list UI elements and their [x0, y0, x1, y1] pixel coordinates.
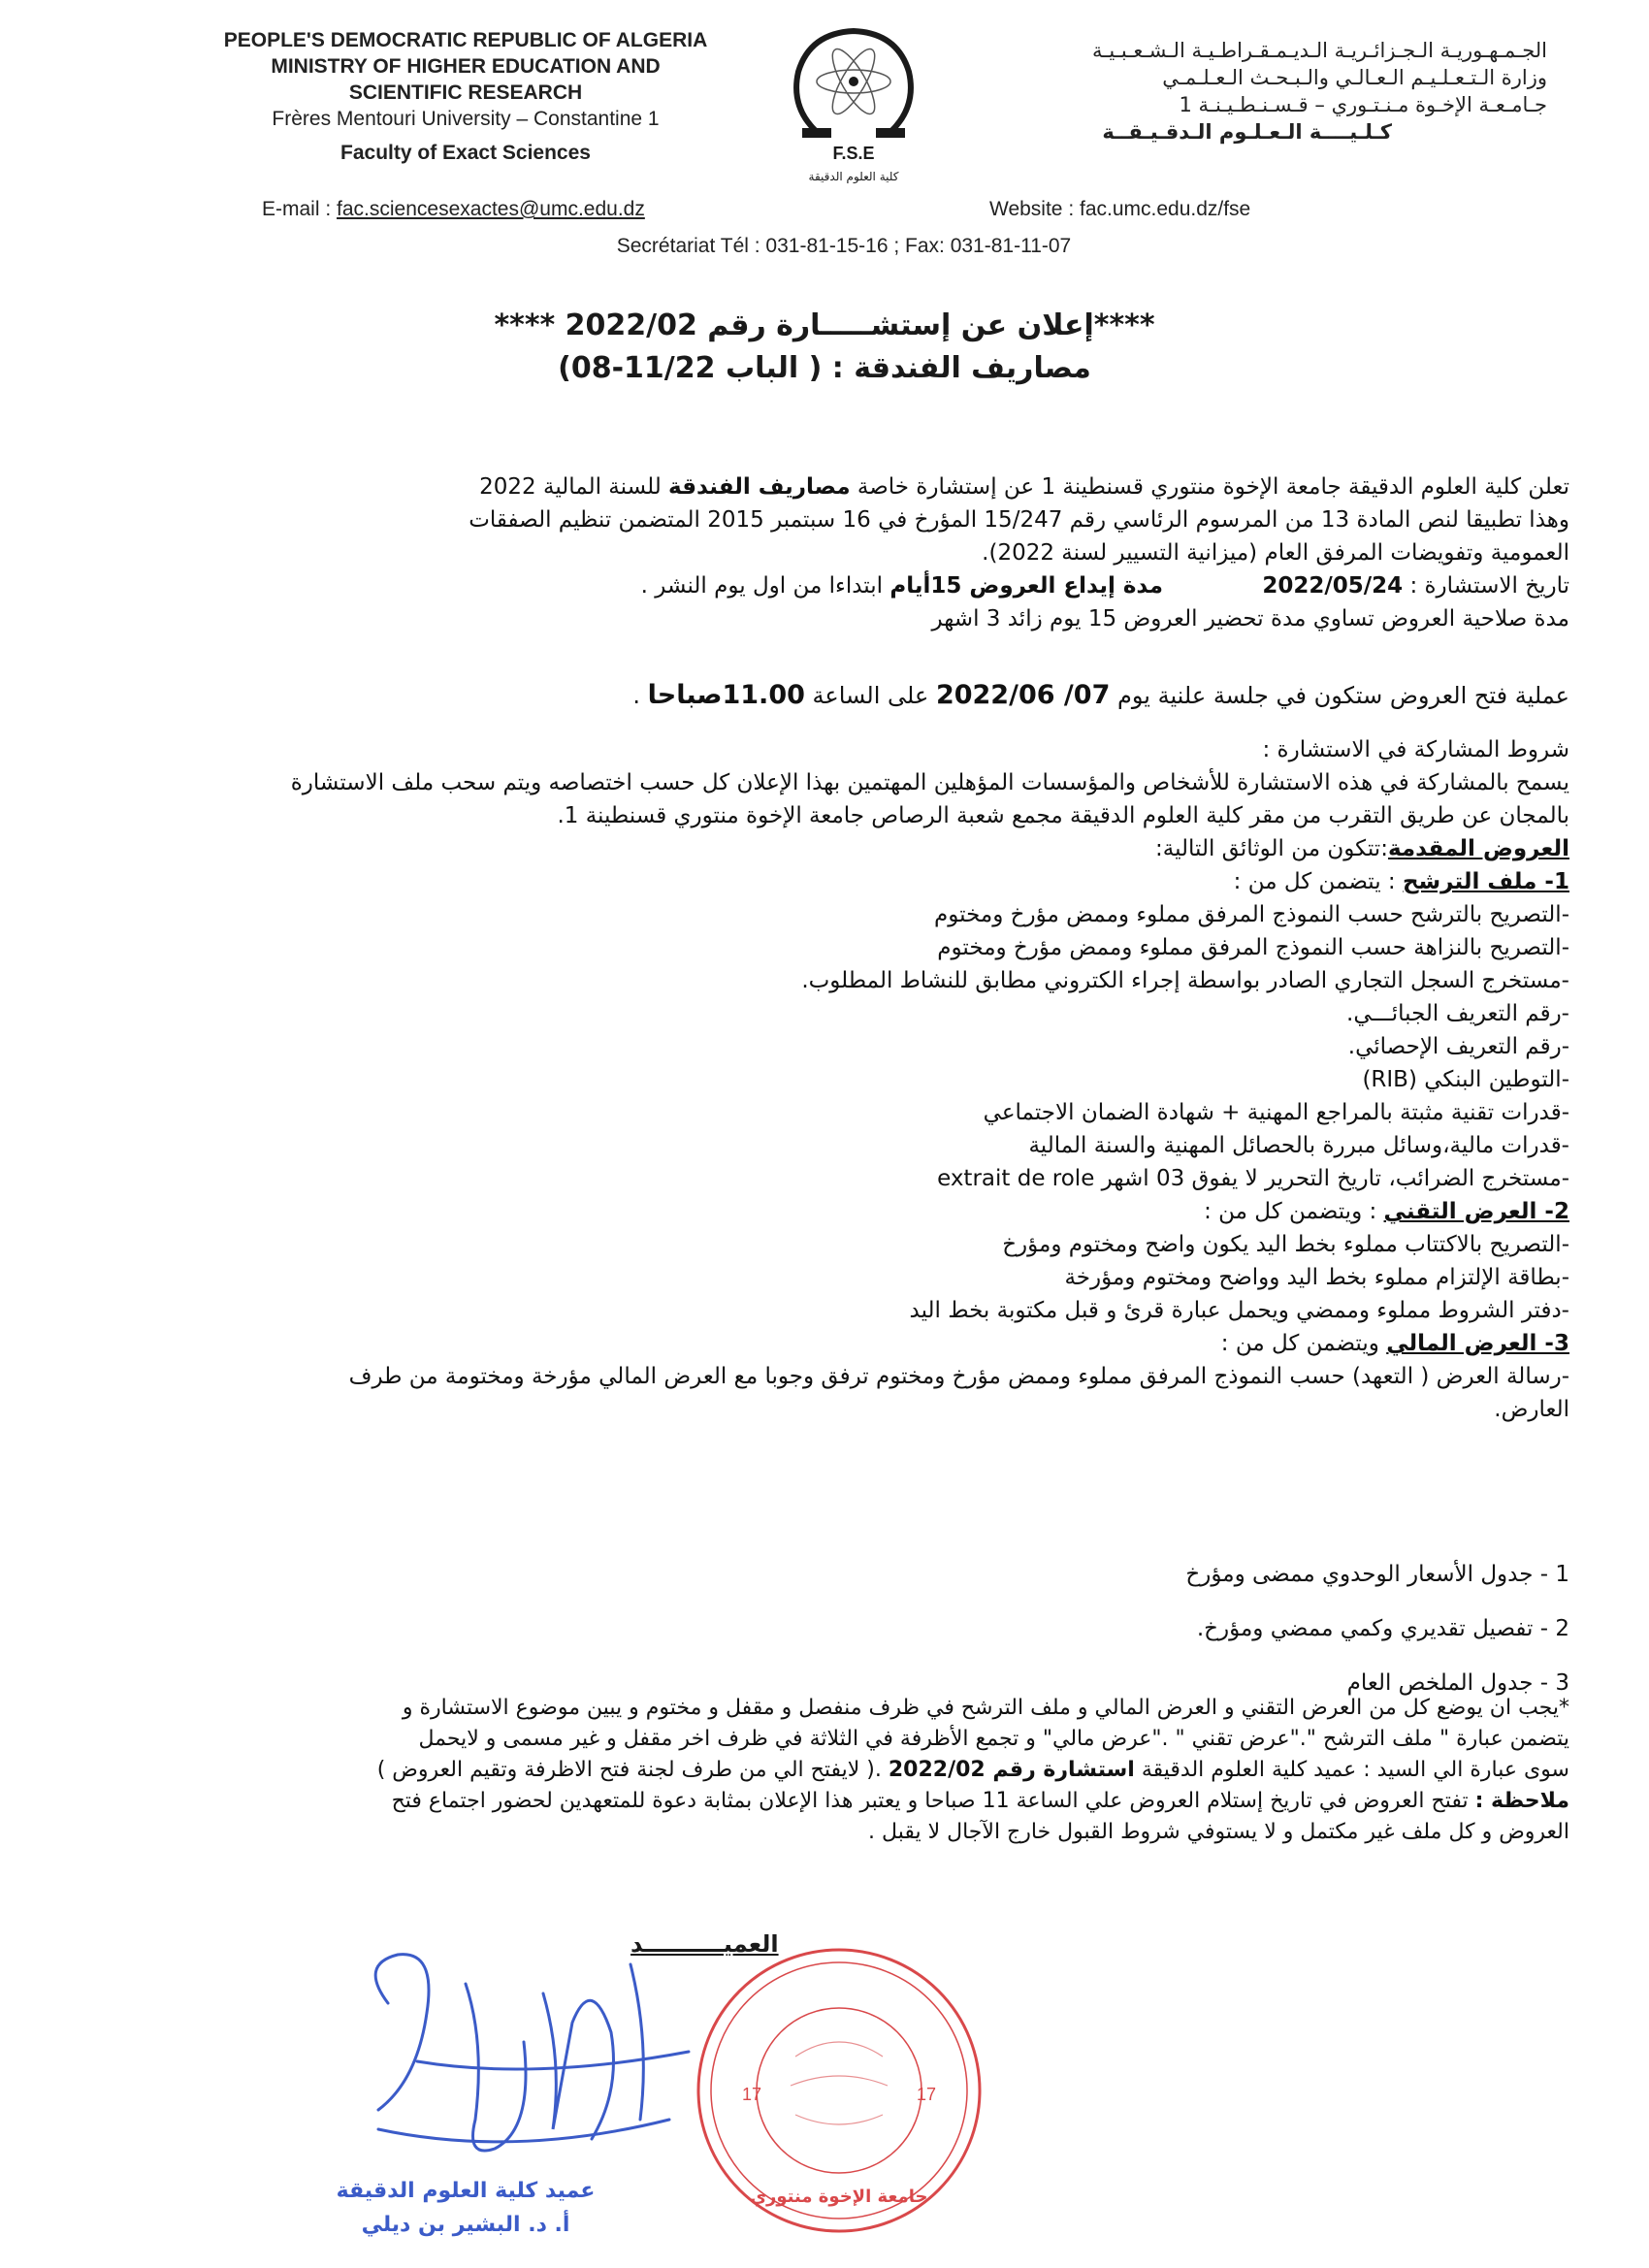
- conditions-line-2: بالمجان عن طريق التقرب من مقر كلية العلوم الدقيقة مجمع شعبة الرصاص جامعة الإخوة منتوري قسنطينة 1.: [557, 803, 1569, 828]
- date-line: [76, 569, 1569, 602]
- remark-text-1: تفتح العروض في تاريخ إستلام العروض علي الساعة 11 صباحا و يعتبر هذا الإعلان بمثابة دعوة للمتعهدين لحضور اجتماع فتح: [391, 1789, 1475, 1813]
- intro-bold: مصاريف الفندقة: [668, 474, 851, 500]
- s2-item: -التصريح بالاكتتاب مملوء بخط اليد يكون واضح ومختوم ومؤرخ: [1002, 1232, 1569, 1257]
- header-ar-country: الجـمـهـوريـة الـجـزائـريـة الـديـمـقـراطـيـة الـشـعـبـيـة: [1092, 39, 1547, 62]
- body-block-1: [76, 470, 1569, 635]
- signature-text-1: عميد كلية العلوم الدقيقة: [336, 2179, 596, 2203]
- opening-time: 11.00صباحا: [647, 680, 805, 710]
- email-link[interactable]: fac.sciencesexactes@umc.edu.dz: [337, 198, 645, 220]
- logo-text: F.S.E: [832, 144, 875, 163]
- signature-text-2: أ. د. البشير بن ديلي: [361, 2213, 570, 2237]
- header-university: Frères Mentouri University – Constantine 1: [272, 108, 660, 130]
- intro-line-3: العمومية وتفويضات المرفق العام (ميزانية التسيير لسنة 2022).: [982, 540, 1569, 566]
- opening-mid: على الساعة: [804, 682, 936, 709]
- s2-item: -دفتر الشروط مملوء وممضي ويحمل عبارة قرئ و قبل مكتوبة بخط اليد: [909, 1298, 1569, 1323]
- remark-line-2: العروض و كل ملف غير مكتمل و لا يستوفي شروط القبول خارج الآجال لا يقبل .: [868, 1820, 1569, 1844]
- faculty-logo: [781, 14, 926, 188]
- offers-title: العروض المقدمة: [1387, 836, 1569, 861]
- announcement-title: ****إعلان عن إستشـــــارة رقم 2022/02 ****: [494, 308, 1155, 342]
- logo-subtitle: كلية العلوم الدقيقة: [808, 170, 899, 183]
- section-3-title: 3- العرض المالي: [1386, 1331, 1569, 1356]
- s3-item-1b: العارض.: [1494, 1397, 1569, 1422]
- note-line-2: يتضمن عبارة " ملف الترشح "."عرض تقني " ."عرض مالي" و تجمع الأظرفة في الثلاثة في ظرف اخر مقفل و غير مسمى و لايحمل: [418, 1727, 1569, 1751]
- header-right: [1043, 37, 1547, 146]
- conditions-title: شروط المشاركة في الاستشارة :: [1262, 737, 1569, 762]
- section-1-title: 1- ملف الترشح: [1402, 869, 1569, 894]
- opening-start: عملية فتح العروض ستكون في جلسة علنية يوم: [1110, 682, 1569, 709]
- note-3-end: .( لايفتح الي من طرف لجنة فتح الاظرفة وتقيم العروض ): [376, 1758, 889, 1782]
- s3-item-1: -رسالة العرض ( التعهد) حسب النموذج المرفق مملوء وممض مؤرخ ومختوم ترفق وجوبا مع العرض المالي مؤرخة ومختومة من طرف: [348, 1364, 1569, 1389]
- note-line-1: *يجب ان يوضع كل من العرض التقني و العرض المالي و ملف الترشح في ظرف منفصل و مقفل و مختوم و يبين موضوع الاستشارة و: [402, 1696, 1569, 1720]
- email-line: [262, 198, 645, 221]
- faculty-stamp: [689, 1940, 989, 2241]
- phone-line: Secrétariat Tél : 031-81-15-16 ; Fax: 031-81-11-07: [616, 235, 1072, 257]
- intro-line-1: [76, 470, 1569, 503]
- validity-line: مدة صلاحية العروض تساوي مدة تحضير العروض 15 يوم زائد 3 اشهر: [931, 606, 1569, 632]
- date-value: 2022/05/24: [1262, 573, 1404, 599]
- header-ar-faculty: كـلـيــــة الـعـلـوم الـدقـيـقــة: [1102, 120, 1392, 144]
- s1-item: -قدرات مالية،وسائل مبررة بالحصائل المهنية والسنة المالية: [1028, 1133, 1569, 1158]
- s1-item: -قدرات تقنية مثبتة بالمراجع المهنية + شهادة الضمان الاجتماعي: [983, 1100, 1569, 1125]
- s1-item: -مستخرج السجل التجاري الصادر بواسطة إجراء الكتروني مطابق للنشاط المطلوب.: [801, 968, 1569, 993]
- s1-item: -التصريح بالترشح حسب النموذج المرفق مملوء وممض مؤرخ ومختوم: [934, 902, 1569, 927]
- announcement-subtitle: مصاريف الفندقة : ( الباب 11/22-08): [558, 351, 1091, 385]
- offers-rest: :تتكون من الوثائق التالية:: [1154, 836, 1388, 861]
- s3-list-item: 2 - تفصيل تقديري وكمي ممضي ومؤرخ.: [1196, 1616, 1569, 1641]
- section-3-heading: [76, 1327, 1569, 1360]
- section-2-title: 2- العرض التقني: [1383, 1199, 1569, 1224]
- stamp-number-right: 17: [917, 2085, 937, 2104]
- remark-line-1: [76, 1786, 1569, 1817]
- header-ar-ministry: وزارة الـتـعـلـيـم الـعـالـي والـبـحـث الـعـلـمـي: [1162, 66, 1547, 89]
- note-3-start: سوى عبارة الي السيد : عميد كلية العلوم الدقيقة: [1134, 1758, 1569, 1782]
- opening-end: .: [632, 682, 648, 709]
- remark-label: ملاحظة :: [1474, 1789, 1569, 1813]
- section-2-rest: : ويتضمن كل من :: [1204, 1199, 1384, 1224]
- email-label: E-mail :: [262, 198, 332, 220]
- header-ar-university: جـامـعـة الإخـوة مـنـتـوري – قـسـنـطـيـنـة 1: [1179, 93, 1547, 116]
- stamp-text: جامعة الإخوة منتوري: [750, 2187, 928, 2207]
- intro-line-2: وهذا تطبيقا لنص المادة 13 من المرسوم الرئاسي رقم 15/247 المؤرخ في 16 سبتمبر 2015 المتضمن تنظيم الصفقات: [469, 507, 1569, 533]
- notes-block: [76, 1693, 1569, 1848]
- intro-text: تعلن كلية العلوم الدقيقة جامعة الإخوة منتوري قسنطينة 1 عن إستشارة خاصة: [850, 474, 1569, 500]
- opening-line: [76, 679, 1569, 712]
- stamp-number-left: 17: [742, 2085, 762, 2104]
- offers-line: [76, 832, 1569, 865]
- section-3-rest: ويتضمن كل من :: [1220, 1331, 1387, 1356]
- s1-item: -رقم التعريف الإحصائي.: [1347, 1034, 1569, 1059]
- note-3-bold: استشارة رقم 2022/02: [888, 1758, 1135, 1782]
- intro-end: للسنة المالية 2022: [479, 474, 669, 500]
- website-line: Website : fac.umc.edu.dz/fse: [989, 198, 1251, 220]
- s1-item: -التوطين البنكي (RIB): [1362, 1067, 1569, 1092]
- header-ministry-2: SCIENTIFIC RESEARCH: [348, 81, 583, 104]
- opening-date: 07/ 2022/06: [935, 680, 1111, 710]
- s1-item: -مستخرج الضرائب، تاريخ التحرير لا يفوق 03 اشهر extrait de role: [937, 1166, 1569, 1191]
- conditions-line-1: يسمح بالمشاركة في هذه الاستشارة للأشخاص والمؤسسات المؤهلين المهتمين بهذا الإعلان كل حسب اختصاصه ويتم سحب ملف الاستشارة: [290, 770, 1569, 795]
- duration-end: ابتداءا من اول يوم النشر .: [640, 573, 890, 599]
- section-2-heading: [76, 1195, 1569, 1228]
- note-line-3: [76, 1755, 1569, 1786]
- dean-label: العميــــــــــد: [630, 1930, 779, 1958]
- header-country: PEOPLE'S DEMOCRATIC REPUBLIC OF ALGERIA: [223, 29, 708, 51]
- body-block-2: [76, 733, 1569, 1426]
- s1-item: -رقم التعريف الجبائـــي.: [1346, 1001, 1569, 1026]
- duration-bold: مدة إيداع العروض 15أيام: [889, 573, 1163, 599]
- s3-list: [76, 1547, 1569, 1710]
- date-label: تاريخ الاستشارة :: [1403, 573, 1569, 599]
- header-left: [170, 27, 761, 166]
- s3-list-item: 3 - جدول الملخص العام: [1346, 1670, 1569, 1696]
- s2-item: -بطاقة الإلتزام مملوء بخط اليد وواضح ومختوم ومؤرخة: [1064, 1265, 1569, 1290]
- section-1-rest: : يتضمن كل من :: [1233, 869, 1403, 894]
- header-ministry: MINISTRY OF HIGHER EDUCATION AND: [271, 55, 661, 78]
- header-faculty: Faculty of Exact Sciences: [340, 142, 591, 164]
- s3-list-item: 1 - جدول الأسعار الوحدوي ممضى ومؤرخ: [1185, 1562, 1569, 1587]
- section-1-heading: [76, 865, 1569, 898]
- s1-item: -التصريح بالنزاهة حسب النموذج المرفق مملوء وممض مؤرخ ومختوم: [937, 935, 1569, 960]
